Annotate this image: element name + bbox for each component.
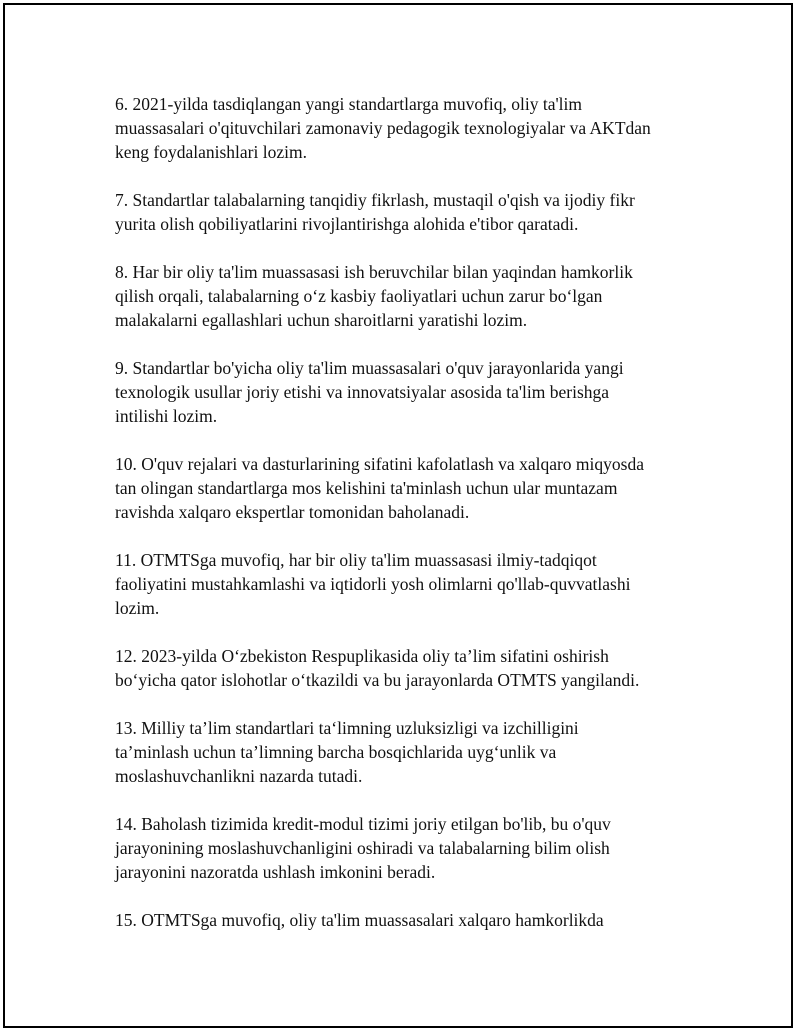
paragraph-11: 11. OTMTSga muvofiq, har bir oliy ta'lim muassasasi ilmiy-tadqiqot faoliyatini mustahkamlashi va iqtidorli yosh olimlarni qo'llab-quvvatlashi lozim. — [115, 550, 631, 618]
paragraph-14: 14. Baholash tizimida kredit-modul tizimi joriy etilgan bo'lib, bu o'quv jarayonining moslashuvchanligini oshiradi va talabalarning bilim olish jarayonini nazoratda ushlash imkonini beradi. — [115, 814, 611, 882]
paragraph-10: 10. O'quv rejalari va dasturlarining sifatini kafolatlash va xalqaro miqyosda tan olingan standartlarga mos kelishini ta'minlash uchun ular muntazam ravishda xalqaro ekspertlar tomonidan baholanadi. — [115, 454, 644, 522]
paragraph-7: 7. Standartlar talabalarning tanqidiy fikrlash, mustaqil o'qish va ijodiy fikr yurita olish qobiliyatlarini rivojlantirishga alohida e'tibor qaratadi. — [115, 190, 635, 234]
paragraph-9: 9. Standartlar bo'yicha oliy ta'lim muassasalari o'quv jarayonlarida yangi texnologik usullar joriy etishi va innovatsiyalar asosida ta'lim berishga intilishi lozim. — [115, 358, 624, 426]
paragraph-12: 12. 2023-yilda O‘zbekiston Respuplikasida oliy ta’lim sifatini oshirish bo‘yicha qator islohotlar o‘tkazildi va bu jarayonlarda OTMTS yangilandi. — [115, 646, 640, 690]
document-body — [115, 92, 715, 932]
paragraph-8: 8. Har bir oliy ta'lim muassasasi ish beruvchilar bilan yaqindan hamkorlik qilish orqali, talabalarning o‘z kasbiy faoliyatlari uchun zarur bo‘lgan malakalarni egallashlari uchun sharoitlarni yaratishi lozim. — [115, 262, 633, 330]
paragraph-6: 6. 2021-yilda tasdiqlangan yangi standartlarga muvofiq, oliy ta'lim muassasalari o'qituvchilari zamonaviy pedagogik texnologiyalar va AKTdan keng foydalanishlari lozim. — [115, 94, 651, 162]
paragraph-15: 15. OTMTSga muvofiq, oliy ta'lim muassasalari xalqaro hamkorlikda — [115, 910, 604, 930]
paragraph-13: 13. Milliy ta’lim standartlari ta‘limning uzluksizligi va izchilligini ta’minlash uchun ta’limning barcha bosqichlarida uyg‘unlik va moslashuvchanlikni nazarda tutadi. — [115, 718, 579, 786]
